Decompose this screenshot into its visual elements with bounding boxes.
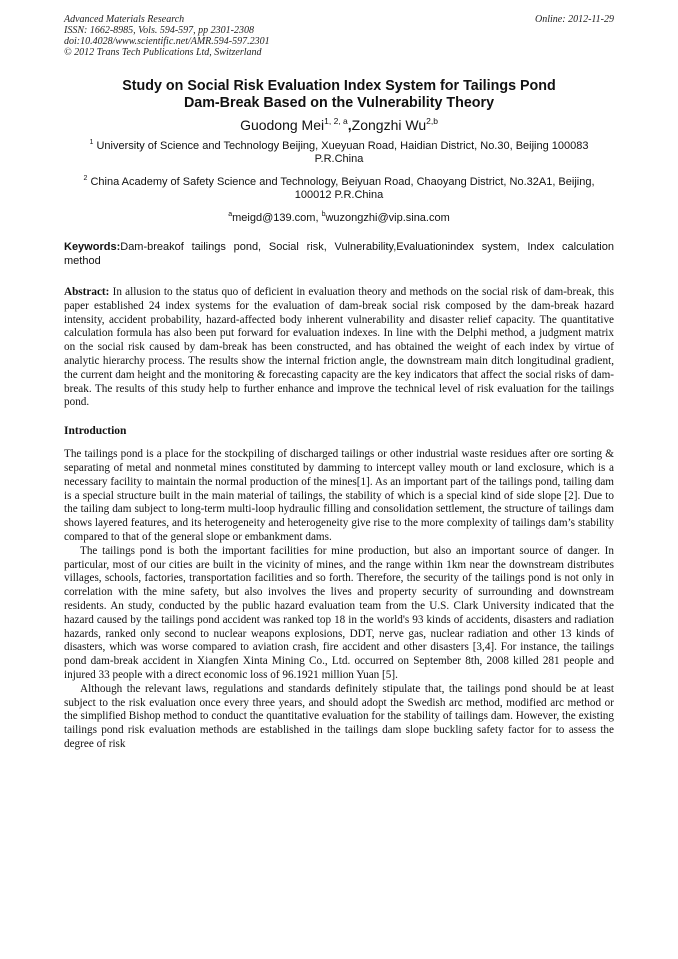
affiliation-2-number: 2	[83, 175, 88, 182]
copyright-line: © 2012 Trans Tech Publications Ltd, Switzerland	[64, 47, 262, 58]
email-b-marker: b	[321, 211, 326, 218]
author-emails	[64, 212, 614, 225]
affiliation-1-text: University of Science and Technology Beijing, Xueyuan Road, Haidian District, No.30, Beijing 100083 P.R.China	[96, 140, 589, 165]
title-line-1: Study on Social Risk Evaluation Index System for Tailings Pond	[122, 78, 556, 94]
title-line-2: Dam-Break Based on the Vulnerability Theory	[183, 95, 495, 111]
section-heading-introduction: Introduction	[64, 425, 127, 438]
author-2: Zongzhi Wu	[351, 117, 427, 133]
affiliation-2-text: China Academy of Safety Science and Technology, Beiyuan Road, Chaoyang District, No.32A1, Beijing, 100012 P.R.China	[90, 176, 595, 201]
journal-name: Advanced Materials Research	[64, 14, 185, 25]
doi-line: doi:10.4028/www.scientific.net/AMR.594-597.2301	[64, 36, 270, 47]
paper-title	[64, 78, 614, 112]
email-b[interactable]: wuzongzhi@vip.sina.com	[325, 212, 450, 224]
abstract-label: Abstract:	[64, 286, 110, 298]
intro-paragraph-1: The tailings pond is a place for the stockpiling of discharged tailings or other industrial waste residues after ore sorting & separating of metal and nonmetal mines constituted by damming to intercept valley mouth or land exclosure, which is a necessary facility to maintain the normal production of the mines[1]. As an important part of the tailings pond, tailing dam is a special structure built in the main material of tailings, the stability of which is a special kind of side slope [2]. Due to the tailing dam subject to long-term multi-loop hydraulic filling and consolidation settlement, the structure of tailings dam shows layered features, and its heterogeneity and heterogeneity give rise to the more complexity of tailings dam’s stability compared to that of the general slope or embankment dams.	[64, 448, 614, 543]
author-2-affil: 2,b	[426, 116, 438, 126]
intro-paragraph-3: Although the relevant laws, regulations and standards definitely stipulate that, the tailings pond should be at least subject to the risk evaluation once every three years, and should adopt the Swedish arc method, modified arc method or the simplified Bishop method to conduct the quantitative evaluation for the stability of tailings dam. However, the existing tailings pond risk evaluation methods are established in the tailings dam slope buckling safety factor for to assess the degree of risk	[64, 682, 614, 750]
affiliation-1-number: 1	[89, 139, 94, 146]
abstract-text: In allusion to the status quo of deficient in evaluation theory and methods on the social risk of dam-break, this paper established 24 index systems for the evaluation of dam-break social risk composed by the dam-break hazard intensity, accident probability, hazard-affected body inherent vulnerability and disaster relief capacity. The quantitative calculation formula has also been put forward for evaluation indexes. In line with the Delphi method, a judgment matrix on the social risk caused by dam-break has been constructed, and has obtained the weight of each index by virtue of analytic hierarchy process. The results show the internal friction angle, the downstream main ditch longitudinal gradient, the current dam height and the monitoring & forecasting capacity are the key indicators that affect the social risks of dam-break. The results of this study help to further enhance and improve the technical level of risk evaluation for the tailings pond.	[64, 286, 614, 409]
keywords-text: Dam-breakof tailings pond, Social risk, Vulnerability,Evaluationindex system, Index calculation method	[64, 241, 614, 267]
affiliation-2	[64, 176, 614, 202]
online-date: Online: 2012-11-29	[535, 14, 614, 25]
keywords-label: Keywords:	[64, 241, 121, 253]
email-a[interactable]: meigd@139.com,	[232, 212, 322, 224]
affiliation-1	[64, 140, 614, 166]
intro-paragraph-2: The tailings pond is both the important facilities for mine production, but also an important source of danger. In particular, most of our cities are built in the vicinity of mines, and the range within 1km near the downstream distributes villages, schools, factories, transportation facilities and so forth. Therefore, the security of the tailings pond is not only in correlation with the mine safety, but also involves the lives and property security of surrounding and downstream residents. An study, conducted by the public hazard evaluation team from the U.S. Clark University indicated that the hazard caused by the tailings pond accident was ranked top 18 in the world's 93 kinds of accidents, disasters and radiation hazards, ranked only second to nuclear weapons explosions, DDT, nerve gas, nuclear radiation and other 13 kinds of disasters, which was worse compared to aviation crash, fire accident and other disasters [3,4]. For instance, the tailings pond dam-break accident in Xiangfen Xinta Mining Co., Ltd. occurred on September 8th, 2008 killed 281 people and injured 33 people with a direct economic loss of 96.1921 million Yuan [5].	[64, 544, 614, 681]
author-list	[64, 116, 614, 134]
abstract	[64, 286, 614, 410]
author-1-affil: 1, 2, a	[324, 116, 348, 126]
journal-header	[64, 14, 614, 58]
email-a-marker: a	[228, 211, 233, 218]
author-separator: ,	[347, 117, 352, 133]
keywords	[64, 241, 614, 268]
issn-line: ISSN: 1662-8985, Vols. 594-597, pp 2301-2308	[64, 25, 254, 36]
author-1: Guodong Mei	[240, 117, 325, 133]
